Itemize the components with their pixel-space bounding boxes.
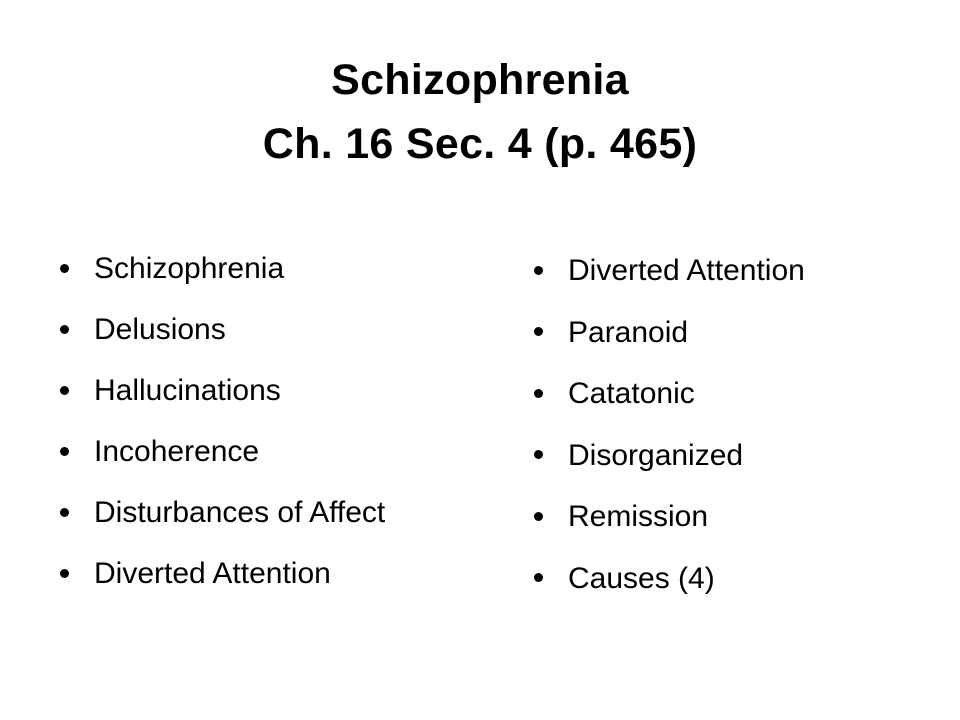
list-item: [58, 482, 385, 543]
list-item-label: Diverted Attention: [94, 557, 331, 590]
list-item-label: Paranoid: [568, 315, 689, 349]
list-item-label: Disturbances of Affect: [94, 496, 386, 529]
list-item-label: Disorganized: [568, 438, 744, 472]
list-item: [532, 302, 805, 364]
bullet-dot-icon: [60, 569, 69, 578]
list-item: [58, 543, 385, 604]
list-item-label: Remission: [568, 500, 709, 533]
bullet-dot-icon: [60, 386, 69, 395]
list-item-label: Hallucinations: [94, 374, 281, 407]
list-item-label: Catatonic: [568, 377, 695, 410]
list-item: [532, 240, 805, 302]
list-item-label: Schizophrenia: [94, 252, 285, 285]
list-item-label: Causes (4): [568, 561, 715, 595]
list-item-label: Delusions: [94, 313, 226, 346]
bullet-dot-icon: [60, 325, 69, 334]
bullet-dot-icon: [60, 447, 69, 456]
bullet-dot-icon: [534, 266, 543, 275]
bullet-dot-icon: [60, 508, 69, 517]
list-item: [58, 421, 385, 482]
list-item: [58, 238, 385, 299]
title-line-2: Ch. 16 Sec. 4 (p. 465): [262, 120, 698, 168]
bullet-dot-icon: [60, 264, 69, 273]
right-bullet-list: [532, 240, 805, 609]
list-item: [58, 360, 385, 421]
bullet-dot-icon: [534, 512, 543, 521]
left-bullet-list: [58, 238, 385, 604]
list-item: [532, 363, 805, 425]
bullet-dot-icon: [534, 327, 543, 336]
list-item: [532, 425, 805, 487]
list-item: [532, 486, 805, 548]
slide-title: [0, 48, 960, 176]
list-item-label: Incoherence: [94, 435, 260, 468]
list-item-label: Diverted Attention: [568, 254, 805, 287]
bullet-dot-icon: [534, 573, 543, 582]
title-line-1: Schizophrenia: [331, 56, 629, 104]
list-item: [532, 548, 805, 610]
list-item: [58, 299, 385, 360]
bullet-dot-icon: [534, 450, 543, 459]
bullet-dot-icon: [534, 389, 543, 398]
